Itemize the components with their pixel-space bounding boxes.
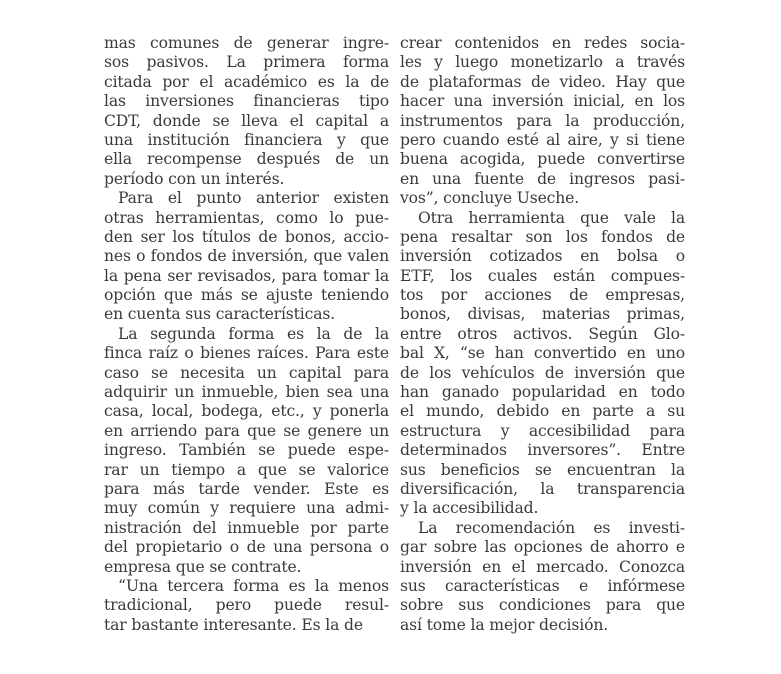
- paragraph-line: bal X, “se han convertido en uno: [400, 344, 685, 363]
- paragraph-line: opción que más se ajuste teniendo: [104, 286, 389, 305]
- paragraph-line: así tome la mejor decisión.: [400, 615, 609, 634]
- paragraph-line: una institución financiera y que: [104, 130, 389, 149]
- article-paragraph: [104, 577, 389, 635]
- paragraph-line: inversión cotizados en bolsa o: [400, 247, 685, 266]
- paragraph-line: tos por acciones de empresas,: [400, 286, 685, 305]
- paragraph-line: caso se necesita un capital para: [104, 363, 389, 382]
- article-paragraph: [400, 34, 685, 209]
- paragraph-line: muy común y requiere una admi-: [104, 499, 389, 518]
- paragraph-line: ETF, los cuales están compues-: [400, 266, 685, 285]
- paragraph-line: pena resaltar son los fondos de: [400, 227, 685, 246]
- paragraph-line: sos pasivos. La primera forma: [104, 53, 389, 72]
- paragraph-line: sobre sus condiciones para que: [400, 596, 685, 615]
- paragraph-line: tar bastante interesante. Es la de: [104, 615, 363, 634]
- article-paragraph: [104, 34, 389, 189]
- paragraph-line: empresa que se contrate.: [104, 557, 302, 576]
- paragraph-line: hacer una inversión inicial, en los: [400, 92, 685, 111]
- paragraph-line: inversión en el mercado. Conozca: [400, 557, 685, 576]
- paragraph-line: nes o fondos de inversión, que valen: [104, 247, 389, 266]
- paragraph-line: otras herramientas, como lo pue-: [104, 208, 389, 227]
- paragraph-line: sus beneficios se encuentran la: [400, 460, 685, 479]
- paragraph-line: nistración del inmueble por parte: [104, 518, 389, 537]
- article-column-left: [104, 34, 389, 635]
- paragraph-line: período con un interés.: [104, 169, 285, 188]
- paragraph-line: Para el punto anterior existen: [118, 189, 389, 208]
- paragraph-line: en una fuente de ingresos pasi-: [400, 169, 685, 188]
- paragraph-line: mas comunes de generar ingre-: [104, 34, 389, 52]
- paragraph-line: les y luego monetizarlo a través: [400, 53, 685, 72]
- paragraph-line: vos”, concluye Useche.: [400, 189, 580, 208]
- article-column-right: [400, 34, 685, 635]
- paragraph-line: Otra herramienta que vale la: [418, 208, 685, 227]
- paragraph-line: ingreso. También se puede espe-: [104, 441, 389, 460]
- paragraph-line: La recomendación es investi-: [418, 518, 685, 537]
- paragraph-line: entre otros activos. Según Glo-: [400, 324, 685, 343]
- paragraph-line: en cuenta sus características.: [104, 305, 335, 324]
- paragraph-line: pero cuando esté al aire, y si tiene: [400, 130, 685, 149]
- paragraph-line: en arriendo para que se genere un: [104, 421, 389, 440]
- paragraph-line: citada por el académico es la de: [104, 72, 389, 91]
- paragraph-line: las inversiones financieras tipo: [104, 92, 389, 111]
- paragraph-line: crear contenidos en redes socia-: [400, 34, 685, 52]
- paragraph-line: gar sobre las opciones de ahorro e: [400, 538, 685, 557]
- paragraph-line: y la accesibilidad.: [400, 499, 539, 518]
- paragraph-line: de plataformas de video. Hay que: [400, 72, 685, 91]
- paragraph-line: sus características e infórmese: [400, 576, 685, 595]
- paragraph-line: han ganado popularidad en todo: [400, 383, 685, 402]
- paragraph-line: bonos, divisas, materias primas,: [400, 305, 685, 324]
- paragraph-line: para más tarde vender. Este es: [104, 479, 389, 498]
- paragraph-line: el mundo, debido en parte a su: [400, 402, 685, 421]
- paragraph-line: den ser los títulos de bonos, accio-: [104, 227, 389, 246]
- paragraph-line: tradicional, pero puede resul-: [104, 596, 389, 615]
- paragraph-line: la pena ser revisados, para tomar la: [104, 266, 389, 285]
- paragraph-line: buena acogida, puede convertirse: [400, 150, 685, 169]
- paragraph-line: ella recompense después de un: [104, 150, 389, 169]
- paragraph-line: casa, local, bodega, etc., y ponerla: [104, 402, 389, 421]
- article-paragraph: [400, 519, 685, 635]
- paragraph-line: estructura y accesibilidad para: [400, 421, 685, 440]
- paragraph-line: “Una tercera forma es la menos: [118, 576, 389, 595]
- paragraph-line: La segunda forma es la de la: [118, 324, 389, 343]
- article-paragraph: [104, 189, 389, 325]
- paragraph-line: finca raíz o bienes raíces. Para este: [104, 344, 389, 363]
- paragraph-line: de los vehículos de inversión que: [400, 363, 685, 382]
- paragraph-line: CDT, donde se lleva el capital a: [104, 111, 389, 130]
- paragraph-line: rar un tiempo a que se valorice: [104, 460, 389, 479]
- paragraph-line: diversificación, la transparencia: [400, 479, 685, 498]
- article-paragraph: [400, 209, 685, 519]
- paragraph-line: instrumentos para la producción,: [400, 111, 685, 130]
- paragraph-line: adquirir un inmueble, bien sea una: [104, 383, 389, 402]
- paragraph-line: del propietario o de una persona o: [104, 538, 389, 557]
- paragraph-line: determinados inversores”. Entre: [400, 441, 685, 460]
- article-paragraph: [104, 325, 389, 577]
